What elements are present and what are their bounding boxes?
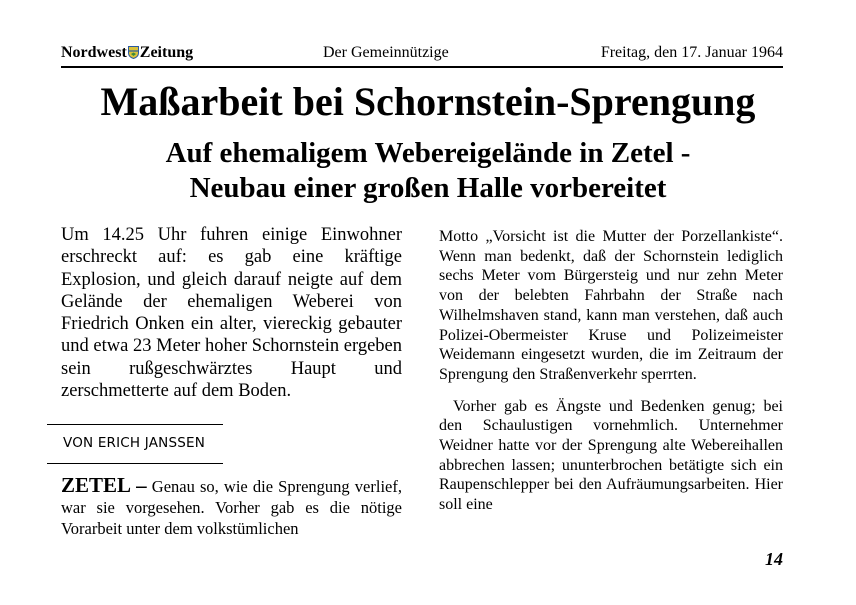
subheadline-line-1: Auf ehemaligem Webereigelände in Zetel - <box>165 137 691 169</box>
article-subheadline <box>0 136 856 206</box>
coat-of-arms-icon <box>128 46 139 59</box>
body-column-right <box>439 227 783 515</box>
masthead <box>61 42 783 68</box>
section-title: Der Gemeinnützige <box>323 44 449 61</box>
body-column-left <box>61 475 402 539</box>
dateline: ZETEL – <box>61 473 147 497</box>
intro-column <box>61 224 402 402</box>
article-headline: Maßarbeit bei Schornstein-Sprengung <box>100 79 756 124</box>
byline-box <box>47 424 223 464</box>
newspaper-name <box>61 44 193 62</box>
body-paragraph-left <box>61 475 402 539</box>
page-number: 14 <box>765 549 783 569</box>
body-text-left: Genau so, wie die Sprengung verlief, war sie vorgesehen. Vorher gab es die nötige Vorarbeit unter dem volkstümlichen <box>61 477 402 538</box>
subheadline-line-2: Neubau einer großen Halle vorbereitet <box>189 172 667 204</box>
body-paragraph-right-2: Vorher gab es Ängste und Bedenken genug; bei den Schaulustigen vornehmlich. Unternehmer Weidner hatte vor der Sprengung alte Webereihallen abbrechen lassen; ununterbrochen betätigte sich ein Raupenschlepper bei den Aufräumungsarbeiten. Hier soll eine <box>439 397 783 514</box>
byline: VON ERICH JANSSEN <box>63 435 206 451</box>
issue-date: Freitag, den 17. Januar 1964 <box>600 44 783 61</box>
newspaper-name-part2: Zeitung <box>139 44 194 61</box>
newspaper-name-part1: Nordwest <box>61 44 127 61</box>
intro-paragraph: Um 14.25 Uhr fuhren einige Einwohner erschreckt auf: es gab eine kräftige Explosion, und gleich darauf neigte auf dem Gelände der ehemaligen Weberei von Friedrich Onken ein alter, viereckig gebauter und etwa 23 Meter hoher Schornstein ergeben sein rußgeschwärztes Haupt und zerschmetterte auf dem Boden. <box>61 225 402 402</box>
body-paragraph-right-1: Motto „Vorsicht ist die Mutter der Porzellankiste“. Wenn man bedenkt, daß der Schornstein lediglich sechs Meter vom Bürgersteig und nur zehn Meter von der belebten Fahrbahn der Straße nach Wilhelmshaven stand, kann man verstehen, daß auch Polizei-Obermeister Kruse und Polizeimeister Weidemann eingesetzt wurden, die im Zeitraum der Sprengung den Straßenverkehr sperrten. <box>439 228 783 383</box>
